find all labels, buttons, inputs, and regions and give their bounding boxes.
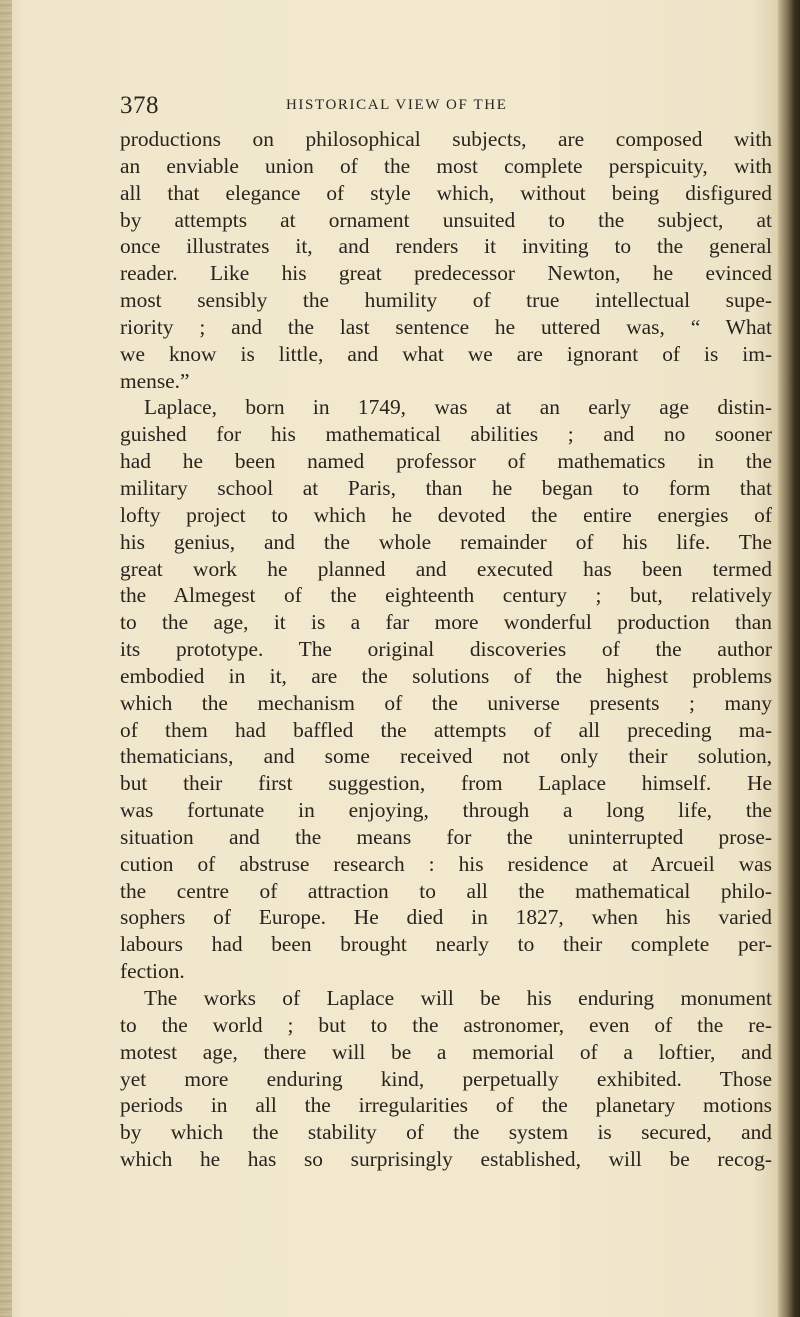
text-line: was fortunate in enjoying, through a long life, the: [120, 798, 772, 823]
text-line: had he been named professor of mathematics in the: [120, 449, 772, 474]
text-line: mense.”: [120, 368, 190, 393]
text-line: by which the stability of the system is secured, and: [120, 1120, 772, 1145]
running-head: HISTORICAL VIEW OF THE: [286, 97, 508, 113]
text-line: his genius, and the whole remainder of his life. The: [120, 529, 772, 554]
text-line: its prototype. The original discoveries of the author: [120, 637, 772, 662]
text-line: once illustrates it, and renders it inviting to the general: [120, 234, 772, 259]
text-line: which he has so surprisingly established, will be recog-: [120, 1147, 772, 1172]
text-line: lofty project to which he devoted the entire energies of: [120, 502, 772, 527]
text-line: of them had baffled the attempts of all preceding ma-: [120, 717, 772, 742]
text-line: the centre of attraction to all the mathematical philo-: [120, 878, 772, 903]
text-line: reader. Like his great predecessor Newton, he evinced: [120, 261, 772, 286]
text-line: great work he planned and executed has been termed: [120, 556, 772, 581]
text-line: The works of Laplace will be his enduring monument: [144, 986, 772, 1010]
text-line: periods in all the irregularities of the planetary motions: [120, 1093, 772, 1118]
text-line: motest age, there will be a memorial of a loftier, and: [120, 1039, 772, 1064]
text-line: but their first suggestion, from Laplace himself. He: [120, 771, 772, 796]
text-line: cution of abstruse research : his residence at Arcueil was: [120, 851, 772, 876]
text-line: an enviable union of the most complete perspicuity, with: [120, 153, 772, 178]
text-line: riority ; and the last sentence he uttered was, “ What: [120, 314, 772, 339]
text-line: situation and the means for the uninterrupted prose-: [120, 824, 772, 849]
text-line: fection.: [120, 959, 185, 984]
text-line: to the age, it is a far more wonderful production than: [120, 610, 772, 635]
text-line: yet more enduring kind, perpetually exhibited. Those: [120, 1066, 772, 1091]
text-line: to the world ; but to the astronomer, even of the re-: [120, 1012, 772, 1037]
text-line: embodied in it, are the solutions of the highest problems: [120, 663, 772, 688]
text-line: the Almegest of the eighteenth century ; but, relatively: [120, 583, 772, 608]
text-line: productions on philosophical subjects, are composed with: [120, 127, 772, 151]
text-line: which the mechanism of the universe presents ; many: [120, 690, 772, 715]
text-line: military school at Paris, than he began to form that: [120, 475, 772, 500]
page-gutter-edge: [0, 0, 12, 1317]
text-line: most sensibly the humility of true intellectual supe-: [120, 288, 772, 313]
page-header: [120, 92, 772, 120]
text-line: Laplace, born in 1749, was at an early age distin-: [144, 395, 772, 420]
page-binding-shadow: [778, 0, 800, 1317]
page-number: 378: [120, 92, 159, 119]
text-line: thematicians, and some received not only their solution,: [120, 744, 772, 769]
text-line: all that elegance of style which, without being disfigured: [120, 180, 772, 205]
text-line: labours had been brought nearly to their complete per-: [120, 932, 772, 957]
text-line: we know is little, and what we are ignorant of is im-: [120, 341, 772, 366]
text-line: by attempts at ornament unsuited to the subject, at: [120, 207, 772, 232]
body-text: [120, 126, 772, 1173]
text-line: guished for his mathematical abilities ; and no sooner: [120, 422, 772, 447]
text-line: sophers of Europe. He died in 1827, when his varied: [120, 905, 772, 930]
